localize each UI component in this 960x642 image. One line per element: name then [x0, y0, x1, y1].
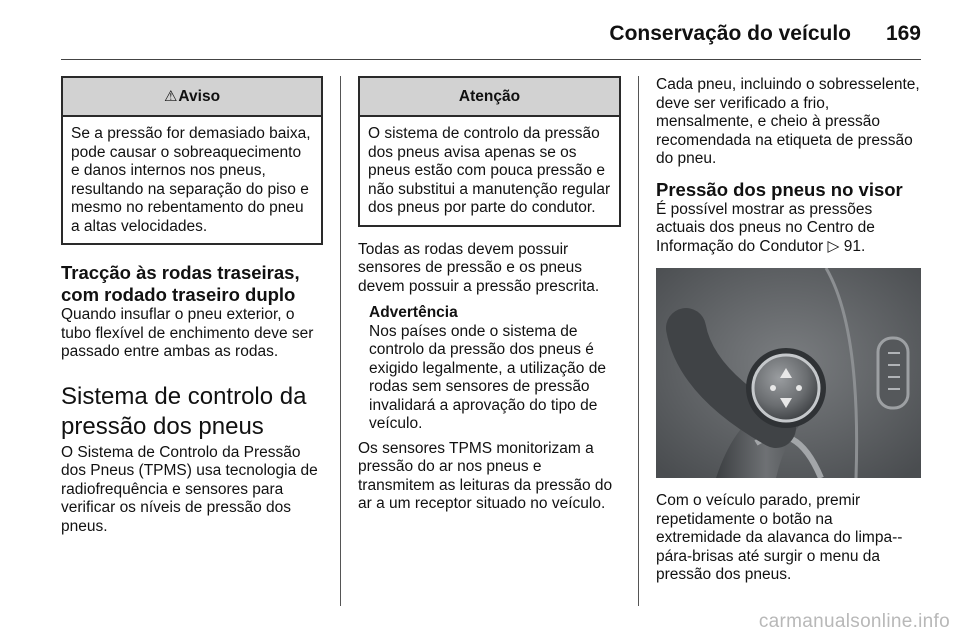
header-rule	[61, 59, 921, 60]
body-text	[656, 201, 921, 257]
page-number: 169	[885, 22, 921, 45]
body-text: Quando insuflar o pneu exterior, o tubo flexível de enchimento deve ser passado entre ambas as rodas.	[61, 306, 314, 360]
watermark: carmanualsonline.info	[758, 611, 950, 632]
column-1	[61, 76, 323, 536]
column-3	[656, 76, 921, 585]
body-text: Todas as rodas devem possuir sensores de pressão e os pneus devem possuir a pressão prescrita.	[358, 240, 600, 295]
warning-box-title: Aviso	[178, 88, 221, 105]
body-text: Com o veículo parado, premir repetidamente o botão na extremidade da alavanca do limpa--pára-brisas até surgir o menu da pressão dos pneus.	[656, 492, 903, 583]
caution-box	[358, 76, 621, 227]
warning-box	[61, 76, 323, 245]
page-title: Conservação do veículo	[609, 22, 851, 45]
caution-box-header	[360, 78, 619, 117]
wiper-lever-button-illustration	[656, 268, 921, 478]
caution-box-text: O sistema de controlo da pressão dos pneus avisa apenas se os pneus estão com pouca pressão e não substitui a manutenção regular dos pneus por parte do condutor.	[368, 125, 611, 216]
section-heading-large: Sistema de controlo da pressão dos pneus	[61, 382, 307, 440]
body-text: O Sistema de Controlo da Pressão dos Pneus (TPMS) usa tecnologia de radiofrequência e sensores para verificar os níveis de pressão dos pneus.	[61, 443, 318, 535]
note-block	[358, 304, 621, 434]
column-divider	[340, 76, 341, 606]
caution-box-title: Atenção	[458, 88, 521, 105]
column-2	[358, 76, 621, 514]
warning-triangle-icon: ⚠	[163, 88, 178, 105]
column-divider	[638, 76, 639, 606]
body-text: Os sensores TPMS monitorizam a pressão do ar nos pneus e transmitem as leituras da pressão do ar a um receptor situado no veículo.	[358, 439, 613, 512]
body-text: Cada pneu, incluindo o sobresselente, deve ser verificado a frio, mensalmente, e cheio à pressão recomendada na etiqueta de pressão do pneu.	[656, 76, 920, 167]
note-title: Advertência	[369, 304, 458, 321]
page-header	[0, 12, 921, 52]
note-text: Nos países onde o sistema de controlo da pressão dos pneus é exigido legalmente, a utilização de rodas sem sensores de pressão invalidará a aprovação do tipo de veículo.	[369, 322, 606, 432]
section-heading: Tracção às rodas traseiras, com rodado traseiro duplo	[61, 262, 300, 305]
page-reference-arrow-icon: ▷	[827, 237, 840, 255]
section-heading: Pressão dos pneus no visor	[656, 178, 903, 200]
warning-box-text: Se a pressão for demasiado baixa, pode causar o sobreaquecimento e danos internos nos pneus, resultando na separação do piso e mesmo no rebentamento do pneu a altas velocidades.	[71, 125, 311, 235]
body-text-inline: É possível mostrar as pressões actuais dos pneus no Centro de Informação do Condutor	[656, 200, 875, 255]
page-reference: 91.	[843, 237, 866, 255]
warning-box-header	[63, 78, 321, 117]
